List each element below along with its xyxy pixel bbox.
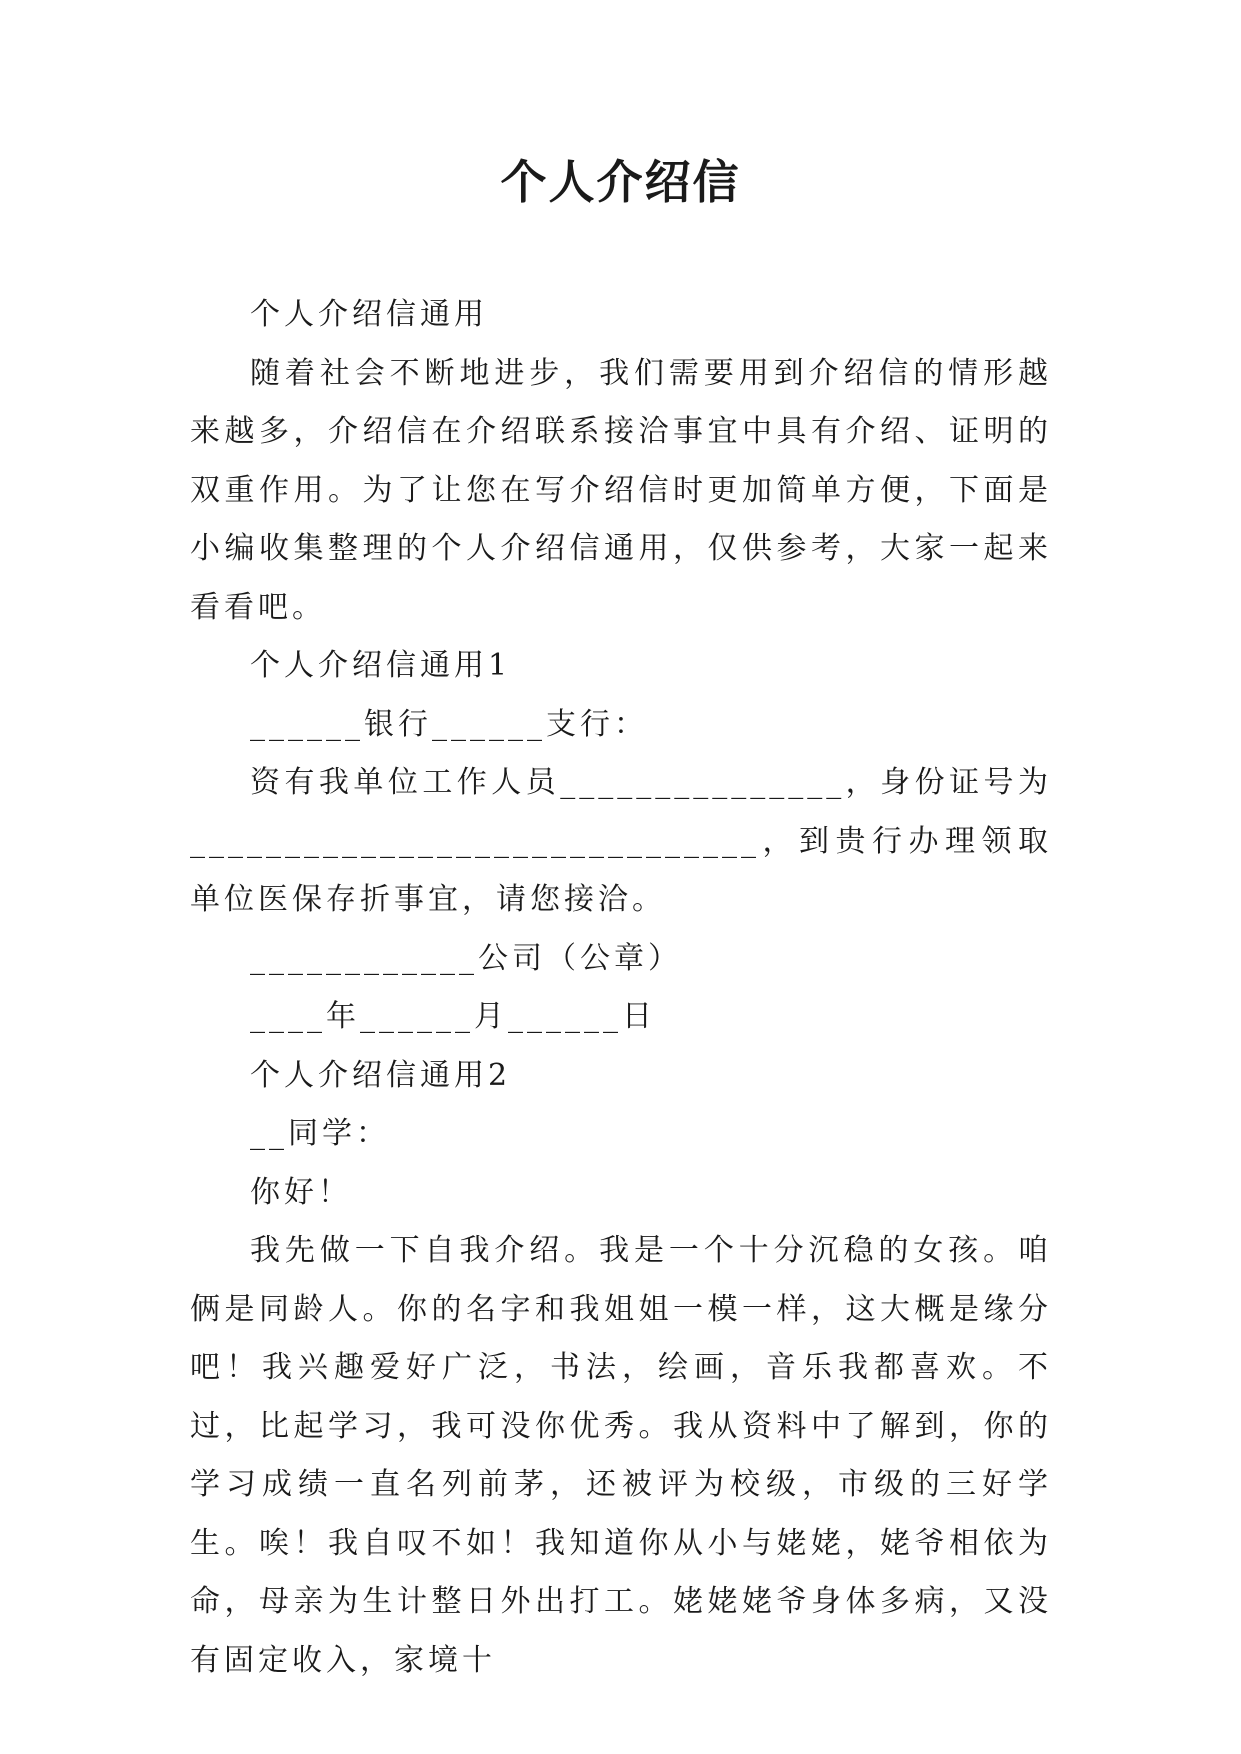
section-heading-2: 个人介绍信通用2	[250, 1057, 512, 1093]
letter-body: 资有我单位工作人员_______________，身份证号为______________________________，到贵行办理领取单位医保存折事宜，请您接洽。	[190, 765, 1052, 917]
paragraph-intro: 随着社会不断地进步，我们需要用到介绍信的情形越来越多，介绍信在介绍联系接洽事宜中具有介绍、证明的双重作用。为了让您在写介绍信时更加简单方便，下面是小编收集整理的个人介绍信通用，仅供参考，大家一起来看看吧。	[190, 355, 1052, 625]
paragraph-subtitle: 个人介绍信通用	[250, 297, 488, 332]
letter-signature-company: ____________公司（公章）	[250, 940, 682, 976]
letter-body-2: 我先做一下自我介绍。我是一个十分沉稳的女孩。咱俩是同龄人。你的名字和我姐姐一模一样，这大概是缘分吧！我兴趣爱好广泛，书法，绘画，音乐我都喜欢。不过，比起学习，我可没你优秀。我从资料中了解到，你的学习成绩一直名列前茅，还被评为校级，市级的三好学生。唉！我自叹不如！我知道你从小与姥姥，姥爷相依为命，母亲为生计整日外出打工。姥姥姥爷身体多病，又没有固定收入，家境十	[190, 1233, 1052, 1678]
letter-addressee: ______银行______支行：	[250, 706, 648, 742]
letter-signature-date: ____年______月______日	[250, 999, 656, 1034]
letter-greeting: 你好！	[250, 1174, 352, 1210]
document-body	[190, 286, 1052, 1690]
letter-greeting-addressee: __同学：	[250, 1116, 390, 1151]
document-title: 个人介绍信	[500, 155, 741, 209]
section-heading-1: 个人介绍信通用1	[250, 648, 512, 683]
